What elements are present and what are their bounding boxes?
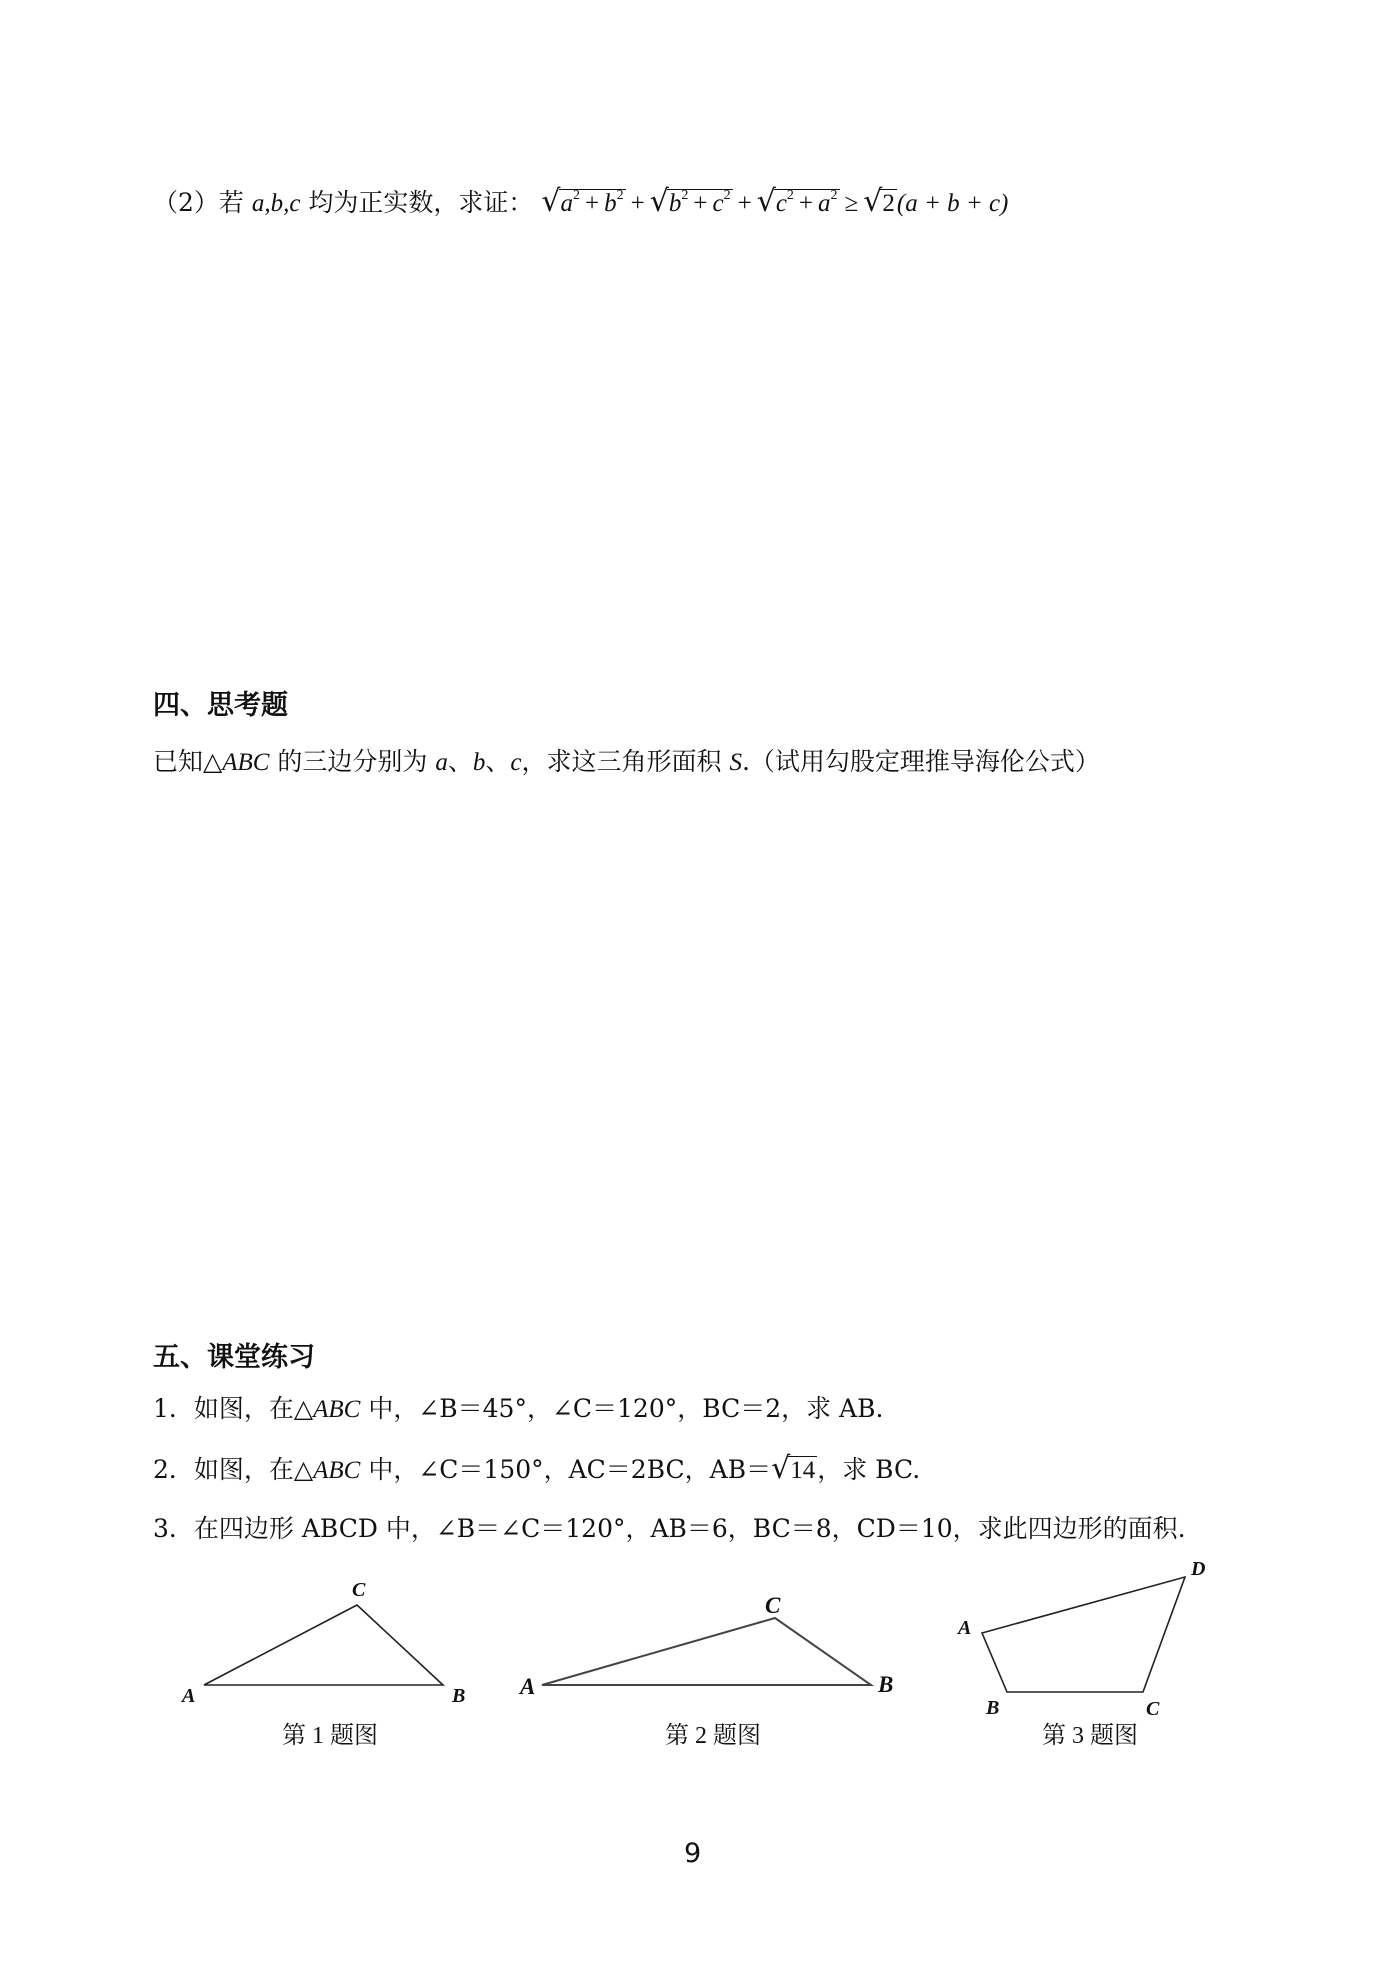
- figure-3-label-c: C: [1146, 1698, 1160, 1720]
- figure-2-label-a: A: [520, 1674, 536, 1699]
- figure-1-label-c: C: [352, 1579, 366, 1601]
- figure-2-label-c: C: [765, 1593, 781, 1618]
- exercise-1: 1．如图，在△ABC 中，∠B＝45°，∠C＝120°，BC＝2，求 AB.: [153, 1394, 884, 1423]
- figure-2-label-b: B: [878, 1672, 894, 1697]
- problem-2-vars: a,b,c: [251, 190, 301, 217]
- section-4-title: 四、思考题: [153, 690, 288, 721]
- figure-1-label-a: A: [182, 1685, 196, 1707]
- problem-2-prefix: （2）若: [153, 188, 244, 217]
- problem-2: [153, 185, 1008, 221]
- figure-3-label-b: B: [986, 1697, 1000, 1719]
- exercise-2: 2．如图，在△ABC 中，∠C＝150°，AC＝2BC，AB＝√14，求 BC.: [153, 1451, 921, 1486]
- section-4-text: 已知△ABC 的三边分别为 a、b、c，求这三角形面积 S.（试用勾股定理推导海伦公式）: [153, 747, 1100, 776]
- figure-2: [508, 1590, 918, 1755]
- figure-1: [170, 1575, 490, 1755]
- figure-2-caption: 第 2 题图: [665, 1723, 761, 1749]
- figure-3-caption: 第 3 题图: [1042, 1723, 1138, 1749]
- figure-1-label-b: B: [452, 1685, 466, 1707]
- exercise-3: 3．在四边形 ABCD 中，∠B＝∠C＝120°，AB＝6，BC＝8，CD＝10，求此四边形的面积.: [153, 1514, 1186, 1543]
- section-5-title: 五、课堂练习: [153, 1342, 315, 1373]
- figure-1-caption: 第 1 题图: [282, 1723, 378, 1749]
- problem-2-middle: 均为正实数，求证：: [308, 188, 534, 217]
- problem-2-inequality: $√a^2 + b^2 + √b^2 + c^2 + √c^2 + a^2 \ge √2(a + b + c)$: [541, 184, 1009, 219]
- figure-3-label-a: A: [958, 1617, 972, 1639]
- figure-3-label-d: D: [1191, 1558, 1206, 1580]
- page-number: 9: [684, 1838, 702, 1869]
- figure-3: [950, 1555, 1230, 1755]
